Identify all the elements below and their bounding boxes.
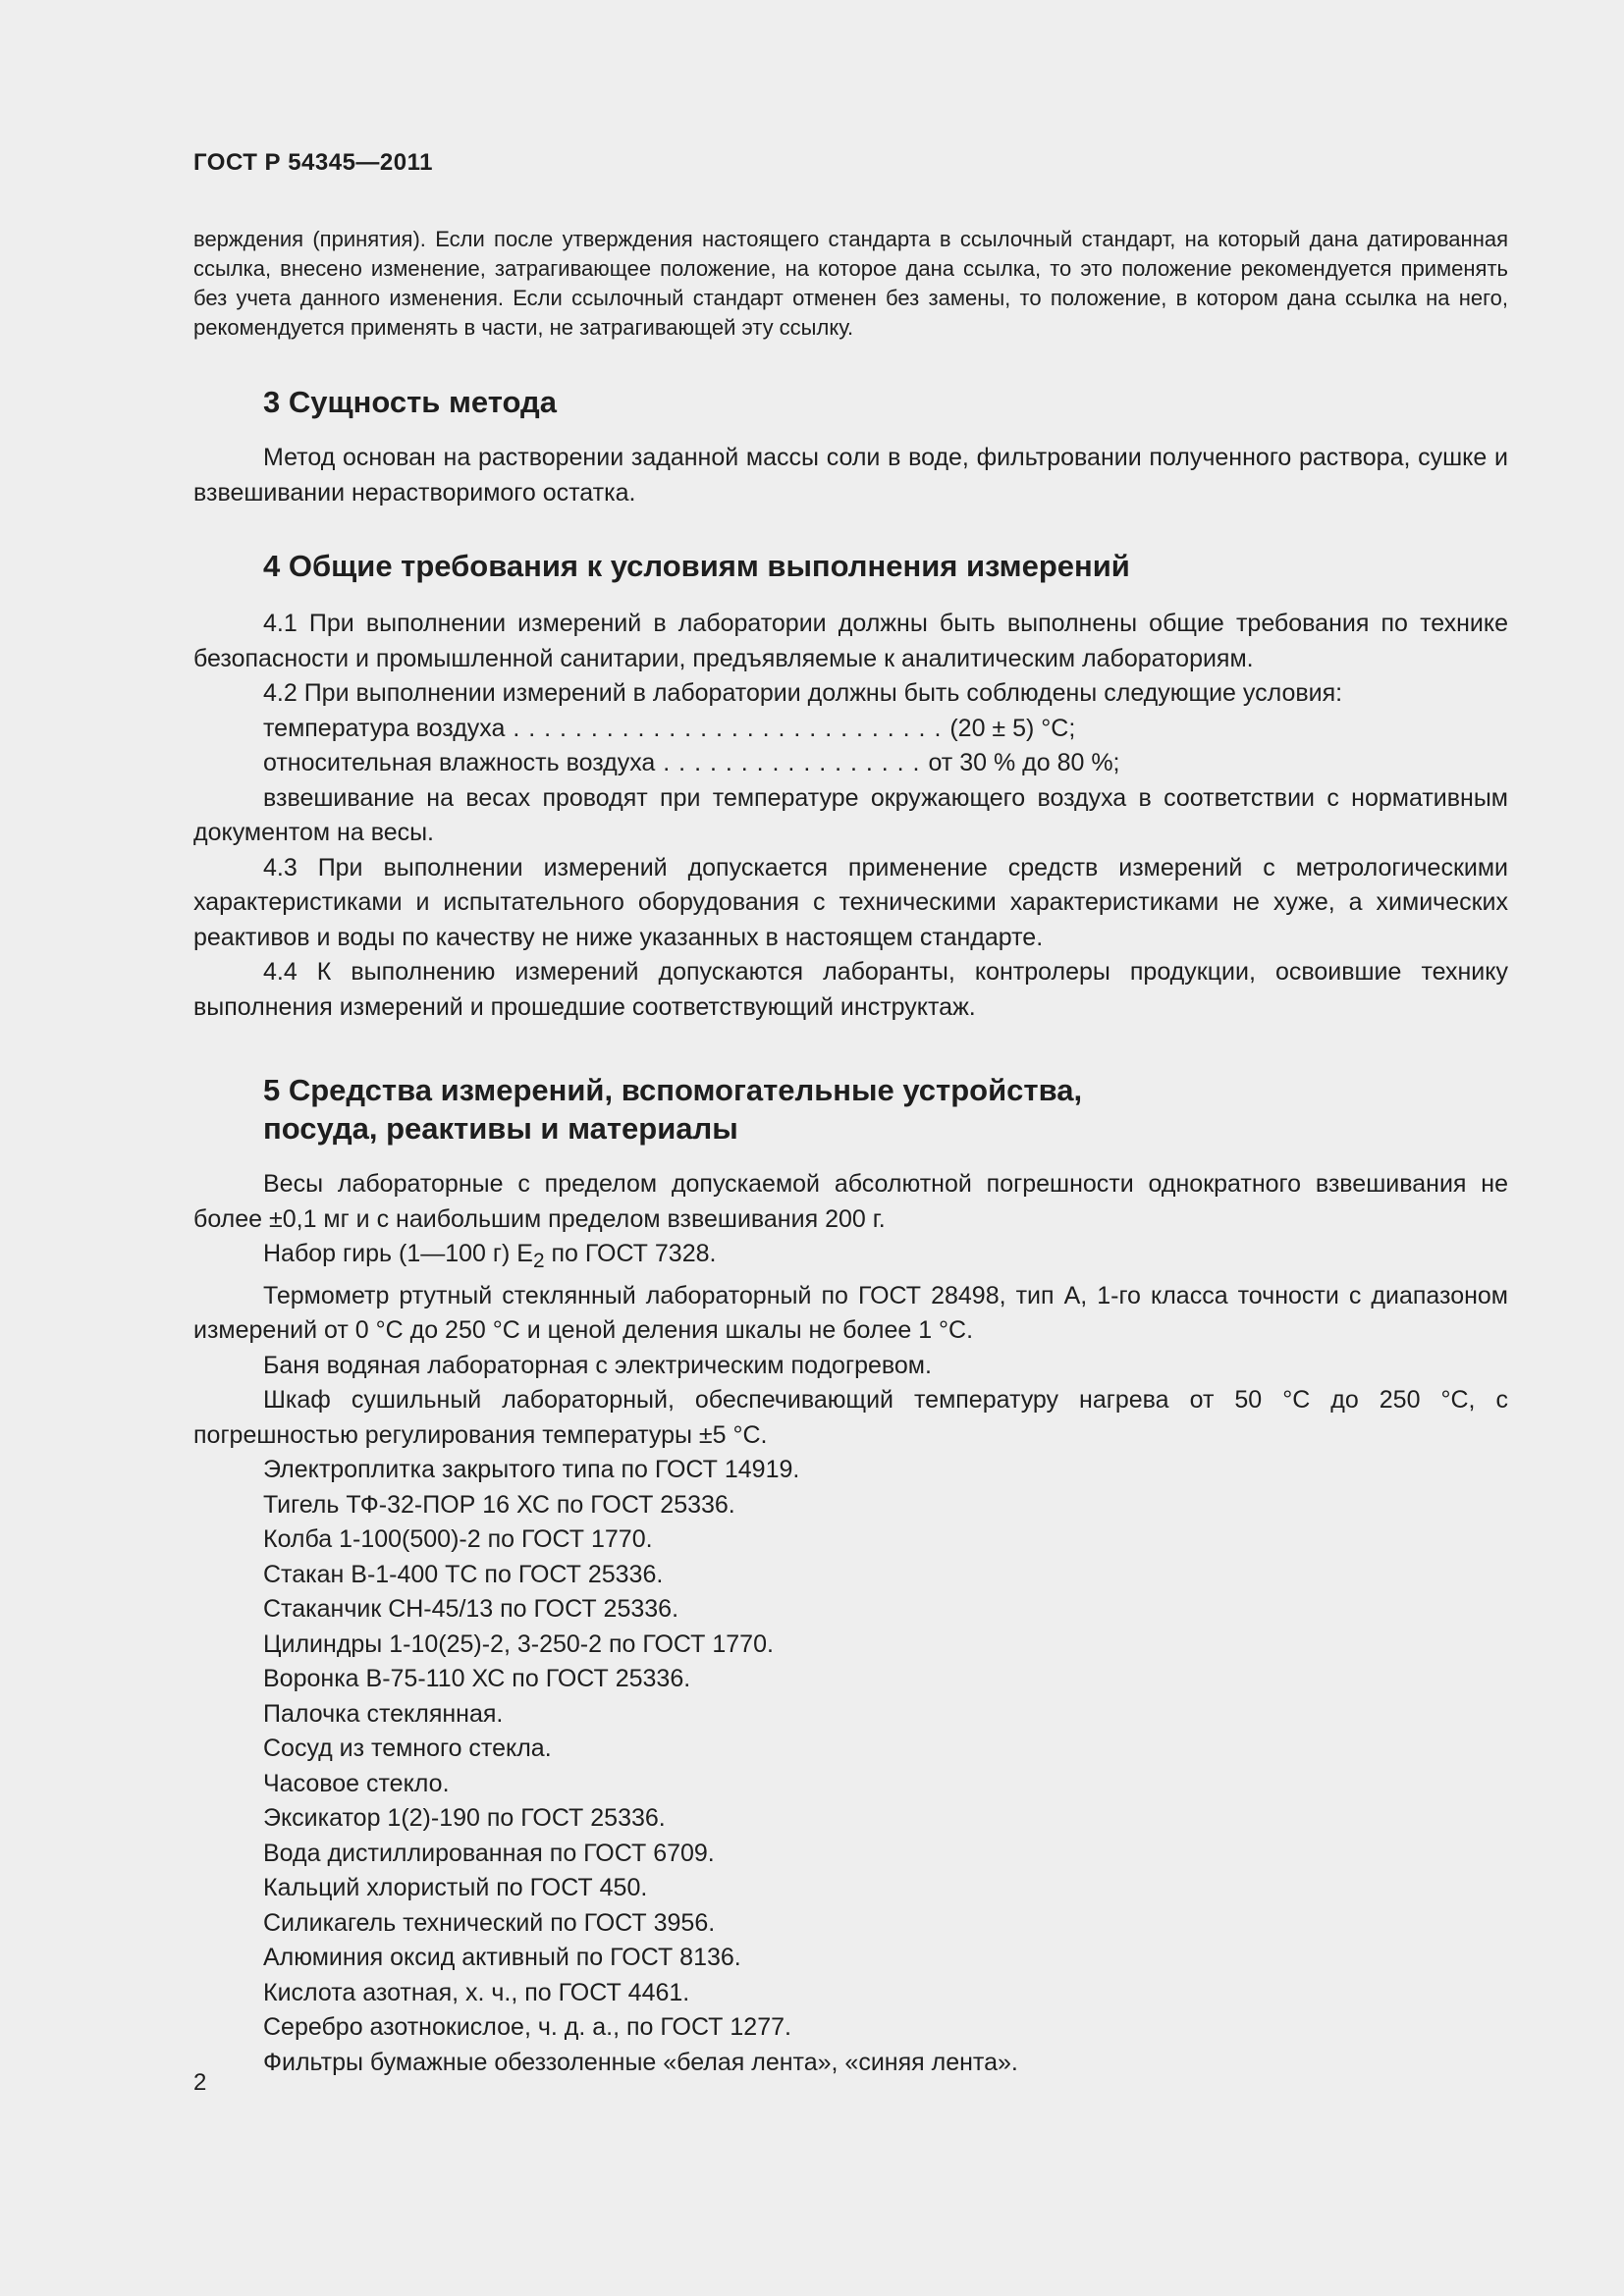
section-5-title-line-2: посуда, реактивы и материалы (263, 1111, 738, 1146)
clause-4-3: 4.3 При выполнении измерений допускается применение средств измерений с метрологическими характеристиками и испытательного оборудования с техническими характеристиками не хуже, а химических реактивов и воды по качеству не ниже указанных в настоящем стандарте. (193, 853, 1508, 951)
condition-temperature (193, 712, 1508, 747)
equipment-thermometer: Термометр ртутный стеклянный лабораторный по ГОСТ 28498, тип А, 1-го класса точности с диапазоном измерений от 0 °С до 250 °С и ценой деления шкалы не более 1 °С. (193, 1281, 1508, 1344)
equipment-weights (193, 1237, 1508, 1279)
main-content (193, 383, 1508, 2080)
equipment-item: Алюминия оксид активный по ГОСТ 8136. (263, 1944, 741, 1971)
equipment-item: Цилиндры 1-10(25)-2, 3-250-2 по ГОСТ 1770. (263, 1629, 774, 1658)
equipment-weights-standard: по ГОСТ 7328. (544, 1240, 717, 1267)
clause-4-2-weighing: взвешивание на весах проводят при температуре окружающего воздуха в соответствии с нормативным документом на весы. (193, 783, 1508, 846)
document-header: ГОСТ Р 54345—2011 (193, 149, 433, 176)
equipment-item: Тигель ТФ-32-ПОР 16 ХС по ГОСТ 25336. (263, 1490, 735, 1519)
equipment-item: Эксикатор 1(2)-190 по ГОСТ 25336. (263, 1804, 666, 1832)
equipment-item: Колба 1-100(500)-2 по ГОСТ 1770. (263, 1525, 653, 1553)
section-5-title (193, 1071, 1508, 1148)
equipment-scales: Весы лабораторные с пределом допускаемой абсолютной погрешности однократного взвешивания не более ±0,1 мг и с наибольшим пределом взвешивания 200 г. (193, 1170, 1508, 1233)
section-4-title: 4 Общие требования к условиям выполнения измерений (263, 549, 1130, 583)
equipment-item: Сосуд из темного стекла. (263, 1735, 552, 1762)
page-number: 2 (193, 2069, 207, 2096)
equipment-item: Стаканчик СН-45/13 по ГОСТ 25336. (263, 1595, 679, 1623)
equipment-list (193, 1453, 1508, 2080)
clause-4-2: 4.2 При выполнении измерений в лаборатории должны быть соблюдены следующие условия: (263, 679, 1343, 707)
equipment-item: Силикагель технический по ГОСТ 3956. (263, 1908, 716, 1937)
condition-temperature-label: температура воздуха (263, 714, 506, 742)
equipment-weights-class: 2 (532, 1250, 545, 1272)
equipment-item: Кальций хлористый по ГОСТ 450. (263, 1874, 648, 1901)
equipment-item: Вода дистиллированная по ГОСТ 6709. (263, 1839, 715, 1867)
equipment-item: Палочка стеклянная. (263, 1699, 504, 1728)
equipment-item: Стакан В-1-400 ТС по ГОСТ 25336. (263, 1560, 664, 1588)
clause-4-1: 4.1 При выполнении измерений в лаборатории должны быть выполнены общие требования по технике безопасности и промышленной санитарии, предъявляемые к аналитическим лабораториям. (193, 610, 1508, 672)
equipment-item: Воронка В-75-110 ХС по ГОСТ 25336. (263, 1665, 691, 1692)
condition-temperature-value: (20 ± 5) °С; (949, 714, 1076, 742)
intro-paragraph: верждения (принятия). Если после утверждения настоящего стандарта в ссылочный стандарт, на который дана датированная ссылка, внесено изменение, затрагивающее положение, на которое дана ссылка, то это положение рекомендуется применять без учета данного изменения. Если ссылочный стандарт отменен без замены, то положение, в котором дана ссылка на него, рекомендуется применять в части, не затрагивающей эту ссылку. (193, 227, 1508, 340)
condition-humidity-value: от 30 % до 80 %; (928, 749, 1120, 776)
clause-4-4: 4.4 К выполнению измерений допускаются лаборанты, контролеры продукции, освоившие технику выполнения измерений и прошедшие соответствующий инструктаж. (193, 958, 1508, 1021)
section-5-title-line-1: 5 Средства измерений, вспомогательные устройства, (263, 1073, 1083, 1107)
condition-humidity-label: относительная влажность воздуха (263, 749, 656, 776)
equipment-item: Часовое стекло. (263, 1769, 450, 1797)
section-3-title: 3 Сущность метода (263, 385, 557, 419)
condition-humidity (193, 746, 1508, 781)
equipment-drying-oven: Шкаф сушильный лабораторный, обеспечивающий температуру нагрева от 50 °С до 250 °С, с погрешностью регулирования температуры ±5 °С. (193, 1386, 1508, 1449)
section-3-text: Метод основан на растворении заданной массы соли в воде, фильтровании полученного раствора, сушке и взвешивании нерастворимого остатка. (193, 444, 1508, 507)
dot-leader: . . . . . . . . . . . . . . . . . (655, 749, 929, 776)
equipment-item: Электроплитка закрытого типа по ГОСТ 14919. (263, 1456, 800, 1483)
equipment-item: Серебро азотнокислое, ч. д. а., по ГОСТ 1277. (263, 2013, 791, 2041)
equipment-item: Фильтры бумажные обеззоленные «белая лента», «синяя лента». (263, 2048, 1018, 2076)
equipment-weights-text: Набор гирь (1—100 г) E (263, 1240, 533, 1267)
equipment-item: Кислота азотная, х. ч., по ГОСТ 4461. (263, 1978, 690, 2006)
equipment-water-bath: Баня водяная лабораторная с электрическим подогревом. (263, 1351, 932, 1379)
dot-leader: . . . . . . . . . . . . . . . . . . . . . . . . . . . . (505, 714, 950, 742)
